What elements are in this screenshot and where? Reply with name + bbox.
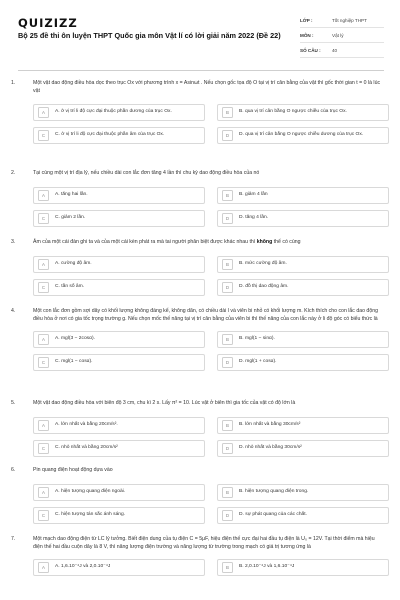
option-c[interactable] — [33, 210, 205, 227]
question-number: 2. — [11, 170, 16, 176]
question-text: Một con lắc đơn gồm sợi dây có khối lượng không đáng kể, không dãn, có chiều dài l và viên bi nhỏ có khối lượng m. Kích thích cho con lắc dao động điều hòa ở nơi có gia tốc trọng trường g. Nếu chọn mốc thế năng tại vị trí cân bằng của viên bi thì thế năng của con lắc này ở li độ góc có biểu thức là — [33, 308, 378, 322]
option-text: B. qua vị trí cân bằng O ngược chiều của trục Ox. — [239, 109, 347, 115]
meta-label: SỐ CÂU : — [300, 47, 321, 53]
option-letter-badge: C — [38, 443, 49, 454]
option-letter-badge: A — [38, 487, 49, 498]
option-text: C. mgl(1 − cosα). — [55, 359, 93, 365]
option-letter-badge: A — [38, 334, 49, 345]
option-text: A. hiện tượng quang điện ngoài. — [55, 488, 126, 494]
option-text: A. lớn nhất và bằng 20cm/s². — [55, 421, 118, 427]
option-a[interactable] — [33, 417, 205, 434]
option-letter-badge: D — [222, 130, 233, 141]
option-letter-badge: C — [38, 510, 49, 521]
question-text: Một mạch dao động điện từ LC lý tưởng. Biết điện dung của tụ điện C = 5μF, hiệu điện thế cực đại hai đầu tụ điện là U₀ = 12V. Tại thời điểm mà hiệu điện thế hai đầu cuộn dây là 8 V, thì năng lượng điện trường và năng lượng từ trường trong mạch có giá trị tương ứng là — [33, 536, 375, 550]
option-text: B. mức cường độ âm. — [239, 260, 287, 266]
option-letter-badge: B — [222, 190, 233, 201]
question-text-part: thể có cùng — [272, 239, 301, 245]
question-number: 6. — [11, 467, 16, 473]
question-number: 3. — [11, 239, 16, 245]
option-letter-badge: B — [222, 420, 233, 431]
option-letter-badge: A — [38, 259, 49, 270]
question-number: 7. — [11, 536, 16, 542]
option-letter-badge: C — [38, 282, 49, 293]
option-letter-badge: D — [222, 213, 233, 224]
meta-row-subject — [300, 28, 384, 43]
option-text: C. hiện tượng tán sắc ánh sáng. — [55, 511, 126, 517]
option-letter-badge: C — [38, 213, 49, 224]
option-a[interactable] — [33, 104, 205, 121]
option-text: C. ở vị trí li độ cực đại thuộc phần âm của trục Ox. — [55, 132, 165, 138]
question-text-emphasis: không — [256, 239, 273, 245]
question-2 — [0, 170, 384, 227]
option-a[interactable] — [33, 187, 205, 204]
option-d[interactable] — [217, 127, 389, 144]
answer-options — [33, 331, 384, 371]
option-text: D. qua vị trí cân bằng O ngược chiều dương của trục Ox. — [239, 132, 364, 138]
question-text — [33, 239, 384, 247]
quizizz-logo: QUIZIZZ — [18, 16, 78, 30]
option-text: B. 2,0.10⁻⁴J và 1,6.10⁻⁴J — [239, 564, 295, 570]
option-letter-badge: B — [222, 487, 233, 498]
option-d[interactable] — [217, 279, 389, 296]
answer-options — [33, 187, 384, 227]
question-7 — [0, 536, 384, 576]
option-a[interactable] — [33, 331, 205, 348]
question-6 — [0, 467, 384, 524]
option-text: C. nhỏ nhất và bằng 20cm/s² — [55, 444, 118, 450]
question-text: Một vật dao động điều hòa với biên độ 3 cm, chu kì 2 s. Lấy π² = 10. Lúc vật ở biên thì gia tốc của vật có độ lớn là — [33, 400, 296, 406]
option-letter-badge: D — [222, 282, 233, 293]
option-letter-badge: A — [38, 107, 49, 118]
option-b[interactable] — [217, 417, 389, 434]
answer-options — [33, 417, 384, 457]
option-letter-badge: B — [222, 107, 233, 118]
option-d[interactable] — [217, 440, 389, 457]
option-b[interactable] — [217, 559, 389, 576]
option-text: A. tăng hai lần. — [55, 191, 88, 197]
worksheet-header — [0, 0, 400, 66]
meta-row-question-count — [300, 43, 384, 58]
option-text: D. nhỏ nhất và bằng 30cm/s² — [239, 444, 302, 450]
option-b[interactable] — [217, 484, 389, 501]
question-3 — [0, 239, 384, 296]
option-letter-badge: D — [222, 443, 233, 454]
question-text: Tại cùng một vị trí địa lý, nếu chiều dài con lắc đơn tăng 4 lần thì chu kỳ dao động điều hòa của nó — [33, 170, 260, 176]
header-divider — [18, 70, 384, 71]
meta-row-class — [300, 13, 384, 28]
option-text: D. mgl(1 + cosα). — [239, 359, 277, 365]
answer-options — [33, 104, 389, 144]
option-letter-badge: A — [38, 190, 49, 201]
answer-options — [33, 256, 384, 296]
option-text: B. mgl(1 − sinα). — [239, 336, 275, 342]
option-letter-badge: B — [222, 334, 233, 345]
option-text: C. tần số âm. — [55, 283, 85, 289]
option-b[interactable] — [217, 331, 389, 348]
option-text: A. mgl(3 − 2cosα). — [55, 336, 95, 342]
option-text: A. cường độ âm. — [55, 260, 92, 266]
option-c[interactable] — [33, 127, 205, 144]
meta-value: Vật lý — [332, 32, 344, 38]
option-d[interactable] — [217, 210, 389, 227]
option-text: B. giảm 4 lần — [239, 191, 268, 197]
option-text: A. ở vị trí li độ cực đại thuộc phần dương của trục Ox. — [55, 109, 172, 115]
option-a[interactable] — [33, 256, 205, 273]
worksheet-meta — [300, 13, 384, 58]
question-number: 5. — [11, 400, 16, 406]
option-text: B. hiện tượng quang điện trong. — [239, 488, 309, 494]
meta-label: MÔN : — [300, 32, 314, 38]
option-b[interactable] — [217, 187, 389, 204]
option-d[interactable] — [217, 354, 389, 371]
option-a[interactable] — [33, 559, 205, 576]
option-c[interactable] — [33, 354, 205, 371]
worksheet-title: Bộ 25 đề thi ôn luyện THPT Quốc gia môn Vật lí có lời giải năm 2022 (Đề 22) — [18, 31, 281, 40]
meta-value: 40 — [332, 47, 338, 53]
option-text: D. sự phát quang của các chất. — [239, 511, 307, 517]
question-text: Pin quang điện hoạt động dựa vào — [33, 467, 113, 473]
question-5 — [0, 400, 384, 457]
option-b[interactable] — [217, 256, 389, 273]
option-letter-badge: A — [38, 420, 49, 431]
option-b[interactable] — [217, 104, 389, 121]
option-letter-badge: B — [222, 259, 233, 270]
option-letter-badge: C — [38, 130, 49, 141]
meta-label: LỚP : — [300, 17, 313, 23]
meta-value: Tốt nghiệp THPT — [332, 17, 367, 23]
option-letter-badge: B — [222, 562, 233, 573]
option-c[interactable] — [33, 440, 205, 457]
answer-options — [33, 559, 384, 576]
option-text: A. 1,6.10⁻⁴J và 2,0.10⁻⁴J — [55, 564, 111, 570]
option-letter-badge: D — [222, 357, 233, 368]
question-number: 4. — [11, 308, 16, 314]
question-text-part: Âm của một cái đàn ghi ta và của một cái kèn phát ra mà tai người phân biệt được khác nhau thì — [33, 239, 257, 245]
option-d[interactable] — [217, 507, 389, 524]
option-text: B. lớn nhất và bằng 30cm/s² — [239, 421, 301, 427]
answer-options — [33, 484, 384, 524]
option-c[interactable] — [33, 507, 205, 524]
option-letter-badge: D — [222, 510, 233, 521]
option-text: C. giảm 2 lần. — [55, 214, 86, 220]
option-a[interactable] — [33, 484, 205, 501]
option-text: D. đồ thị dao động âm. — [239, 283, 289, 289]
question-1 — [0, 80, 389, 144]
question-number: 1. — [11, 80, 16, 86]
option-letter-badge: A — [38, 562, 49, 573]
question-4 — [0, 308, 384, 371]
question-text: Một vật dao động điều hòa dọc theo trục Ox với phương trình x = Asinωt . Nếu chọn gốc tọa độ O tại vị trí cân bằng của vật thì gốc thời gian t = 0 là lúc vật — [33, 80, 381, 94]
option-c[interactable] — [33, 279, 205, 296]
option-letter-badge: C — [38, 357, 49, 368]
option-text: D. tăng 4 lần. — [239, 214, 269, 220]
